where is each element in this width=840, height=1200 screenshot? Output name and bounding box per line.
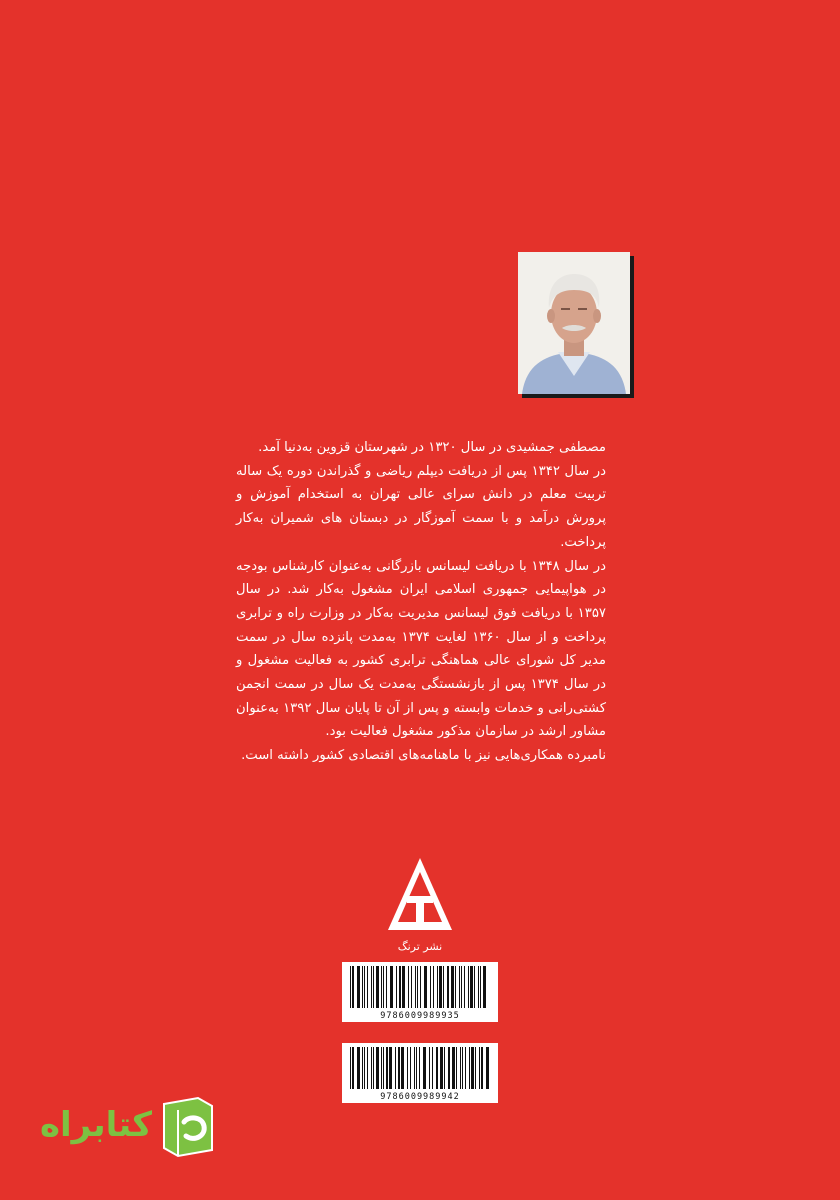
barcode-bar (452, 1047, 455, 1089)
barcode-bar (395, 1047, 396, 1089)
barcode-bar (475, 1047, 476, 1089)
author-photo (518, 252, 632, 396)
barcode-bar (350, 966, 351, 1008)
barcode-bar (474, 966, 475, 1008)
barcode-bar (381, 1047, 382, 1089)
barcode-bar (371, 966, 372, 1008)
publisher-logo (386, 856, 454, 958)
publisher-name: نشر ترنگ (397, 940, 443, 953)
isbn-barcode (342, 962, 498, 1022)
barcode-bar (416, 1047, 417, 1089)
barcode-bar (483, 966, 486, 1008)
barcode-bar (376, 1047, 379, 1089)
barcode-bar (462, 1047, 463, 1089)
barcode-bar (430, 966, 431, 1008)
barcode-bar (433, 966, 434, 1008)
watermark-text: کتابراه (39, 1105, 152, 1145)
barcode-bar (381, 966, 382, 1008)
book-icon (158, 1094, 218, 1158)
barcode-bar (424, 966, 427, 1008)
barcode-bar (481, 1047, 483, 1089)
barcode-bar (439, 966, 442, 1008)
barcode-bar (373, 966, 374, 1008)
barcode-bar (423, 1047, 426, 1089)
ketabrah-watermark (40, 1092, 220, 1162)
barcode-bar (486, 1047, 489, 1089)
barcode-bar (383, 966, 384, 1008)
barcode-bar (357, 966, 360, 1008)
barcode-bar (367, 966, 368, 1008)
barcode-bar (362, 966, 363, 1008)
barcode-bar (415, 966, 416, 1008)
barcode-bar (464, 966, 465, 1008)
barcode-bar (437, 966, 438, 1008)
barcode-bar (402, 966, 405, 1008)
barcode-bar (451, 966, 454, 1008)
barcode-bar (459, 966, 460, 1008)
barcode-bar (444, 1047, 445, 1089)
barcode-bar (352, 966, 354, 1008)
barcode-bar (429, 1047, 430, 1089)
barcode-bar (456, 1047, 457, 1089)
bio-paragraph: در سال ۱۳۴۸ با دریافت لیسانس بازرگانی به‌عنوان کارشناس بودجه در هواپیمایی جمهوری اسلامی ایران مشغول به‌کار شد. در سال ۱۳۵۷ با دریافت فوق لیسانس مدیریت به‌کار در وزارت راه و ترابری پرداخت و از سال ۱۳۶۰ لغایت ۱۳۷۴ به‌مدت پانزده سال در سمت مدیر کل شورای عالی هماهنگی ترابری کشور به فعالیت مشغول و در سال ۱۳۷۴ پس از بازنشستگی به‌مدت یک سال در سمت انجمن کشتی‌رانی و خدمات وابسته و پس از آن تا پایان سال ۱۳۹۲ به‌عنوان مشاور ارشد در سازمان مذکور مشغول فعالیت بود. (236, 558, 607, 740)
barcode-number: 9786009989942 (380, 1092, 460, 1102)
barcode-bar (448, 1047, 450, 1089)
barcode-bars (348, 1047, 492, 1089)
barcode-bar (419, 1047, 420, 1089)
barcode-bar (465, 1047, 466, 1089)
barcode-bar (383, 1047, 384, 1089)
barcode-bar (480, 966, 481, 1008)
barcode-bar (350, 1047, 351, 1089)
isbn-barcode (342, 1043, 498, 1103)
barcode-bar (386, 1047, 388, 1089)
barcode-bar (468, 966, 469, 1008)
barcode-bar (469, 1047, 470, 1089)
barcode-bar (417, 966, 418, 1008)
barcode-bar (411, 966, 412, 1008)
barcode-bar (401, 1047, 404, 1089)
barcode-bar (376, 966, 379, 1008)
barcode-bar (432, 1047, 433, 1089)
barcode-bar (408, 966, 409, 1008)
barcode-bar (447, 966, 449, 1008)
barcode-bar (471, 1047, 474, 1089)
barcode-bar (367, 1047, 368, 1089)
barcode-bar (399, 966, 401, 1008)
barcode-bar (352, 1047, 354, 1089)
barcode-number: 9786009989935 (380, 1011, 460, 1021)
barcode-bar (407, 1047, 408, 1089)
barcode-bar (455, 966, 456, 1008)
barcode-bar (414, 1047, 415, 1089)
barcode-bar (436, 1047, 438, 1089)
barcode-bar (389, 1047, 392, 1089)
author-biography (236, 436, 606, 768)
barcode-bar (396, 966, 397, 1008)
barcode-bar (398, 1047, 400, 1089)
bio-paragraph: مصطفی جمشیدی در سال ۱۳۲۰ در شهرستان قزوین به‌دنیا آمد. (258, 440, 606, 455)
barcode-bar (364, 1047, 365, 1089)
bio-paragraph: نامبرده همکاری‌هایی نیز با ماهنامه‌های اقتصادی کشور داشته است. (241, 748, 606, 764)
barcode-bar (440, 1047, 443, 1089)
barcode-bar (371, 1047, 372, 1089)
barcode-bar (478, 966, 479, 1008)
barcode-bar (443, 966, 444, 1008)
bio-paragraph: در سال ۱۳۴۲ پس از دریافت دیپلم ریاضی و گذراندن دوره یک ساله تربیت معلم در دانش سرای عالی تهران به استخدام آموزش و پرورش درآمد و با سمت آموزگار در دبستان های شمیران به‌کار پرداخت. (236, 463, 606, 550)
barcode-bar (479, 1047, 480, 1089)
barcode-bar (357, 1047, 360, 1089)
barcode-bar (390, 966, 393, 1008)
barcode-bar (420, 966, 421, 1008)
barcode-bar (410, 1047, 411, 1089)
author-portrait (518, 252, 630, 394)
barcode-bars (348, 966, 492, 1008)
barcode-bar (386, 966, 387, 1008)
barcode-bar (373, 1047, 374, 1089)
barcode-bar (362, 1047, 363, 1089)
barcode-bar (470, 966, 473, 1008)
barcode-bar (461, 966, 462, 1008)
barcode-bar (460, 1047, 461, 1089)
barcode-bar (364, 966, 365, 1008)
